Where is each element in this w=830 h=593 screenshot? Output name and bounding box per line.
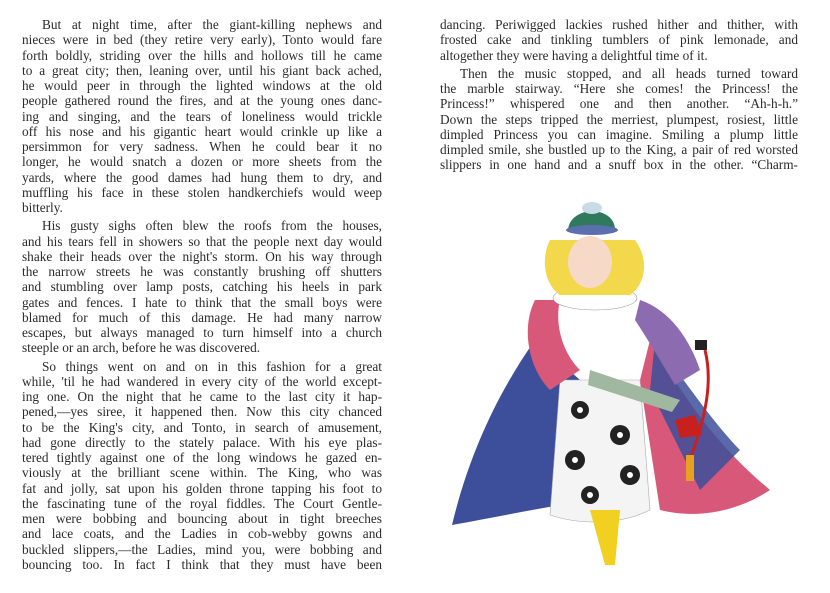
text-line: Down the steps tripped the merriest, plumpest, rosiest, little	[440, 111, 798, 127]
text-line: and his tears fell in showers so that the people next day would	[22, 233, 382, 249]
text-line: the marble stairway. “Here she comes! the Princess! the	[440, 81, 798, 96]
text-line: His gusty sighs often blew the roofs from the houses,	[42, 218, 382, 234]
face	[568, 236, 612, 288]
text-line: persimmon for very sadness. When he could bear it no	[22, 139, 382, 154]
text-line: he would peer in through the lighted windows at the old	[22, 78, 382, 93]
paragraph	[22, 359, 382, 573]
text-line: had gone directly to the stately palace. With his eye plas-	[22, 434, 382, 450]
text-line: and stumbling over lamp posts, catching his heels in park	[22, 279, 382, 295]
text-line: the fascinating tune of the royal fiddles. The Court Gentle-	[22, 495, 382, 511]
text-line: to a great city; then, leaning over, until his giant back ached,	[22, 62, 382, 78]
text-line: fat and jolly, sat upon his golden throne tapping his foot to	[22, 480, 382, 496]
princess-illustration	[440, 190, 820, 590]
text-line: altogether they were having a delightful time of it.	[440, 47, 708, 63]
paragraph	[22, 17, 382, 215]
text-line: gates and fences. I hate to think that the small boys were	[22, 294, 382, 310]
text-line: pened,—yes siree, it happened then. Now this city chanced	[22, 404, 382, 420]
left-page-text	[22, 17, 382, 575]
text-line: forth boldly, striding over the hills and hollows till he came	[22, 47, 382, 63]
text-line: frosted cake and tinkling tumblers of pink lemonade, and	[440, 32, 798, 48]
text-line: dancing. Periwigged lackies rushed hither and thither, with	[440, 17, 798, 32]
text-line: But at night time, after the giant-killing nephews and	[42, 17, 382, 32]
text-line: So things went on and on in this fashion for a great	[42, 358, 382, 374]
gown	[550, 380, 650, 522]
text-line: ing one. On the night that he came to the last city it hap-	[22, 389, 382, 404]
text-line: while, 'til he had wandered in every city of the world except-	[22, 373, 382, 389]
text-line: shake their heads over the night's storm. On his way through	[22, 248, 382, 264]
text-line: steeple or an arch, before he was discovered.	[22, 340, 261, 356]
text-line: to be the King's city, and Tonto, in search of amusement,	[22, 419, 382, 435]
text-line: Princess!” whispered one and then another. “Ah-h-h.”	[440, 96, 798, 112]
paragraph	[440, 17, 798, 63]
text-line: and lace coats, and the Ladies in cob-webby gowns and	[22, 526, 382, 542]
text-line: dimpled smile, she bustled up to the King, a pair of red worsted	[440, 142, 798, 157]
text-line: dimpled Princess you can imagine. Smiling a plump little	[440, 126, 798, 142]
text-line: the narrow streets he was constantly brushing off shutters	[22, 264, 382, 279]
text-line: blamed for much of this damage. He had many narrow	[22, 309, 382, 325]
text-line: ing and singing, and the tears of loneliness would trickle	[22, 108, 382, 124]
right-page-text	[440, 17, 798, 176]
text-line: men were bobbing and bouncing about in tight breeches	[22, 511, 382, 526]
paragraph	[440, 66, 798, 173]
paragraph	[22, 218, 382, 355]
text-line: viously at the brilliant scene within. The King, who was	[22, 465, 382, 481]
text-line: yards, where the good dames had hung them to dry, and	[22, 169, 382, 185]
text-line: longer, he would snatch a dozen or more sheets from the	[22, 154, 382, 170]
text-line: nieces were in bed (they retire very early), Tonto would fare	[22, 32, 382, 48]
text-line: bitterly.	[22, 200, 63, 215]
text-line: muffling his face in these stolen handkerchiefs would weep	[22, 184, 382, 200]
legs	[590, 510, 620, 565]
text-line: Then the music stopped, and all heads turned toward	[460, 65, 798, 81]
text-line: buckled slippers,—the Ladies, mind you, were bobbing and	[22, 541, 382, 557]
text-line: slippers in one hand and a snuff box in the other. “Charm-	[440, 157, 798, 173]
text-line: escapes, but always managed to turn himself into a church	[22, 325, 382, 340]
text-line: bouncing too. In fact I think that they must have been	[22, 556, 382, 572]
text-line: people gathered round the fires, and at the young ones danc-	[22, 93, 382, 109]
text-line: tered tightly against one of the long windows he gazed en-	[22, 450, 382, 465]
snuff-box	[695, 340, 707, 350]
text-line: off his nose and his gigantic heart would crinkle up like a	[22, 123, 382, 139]
